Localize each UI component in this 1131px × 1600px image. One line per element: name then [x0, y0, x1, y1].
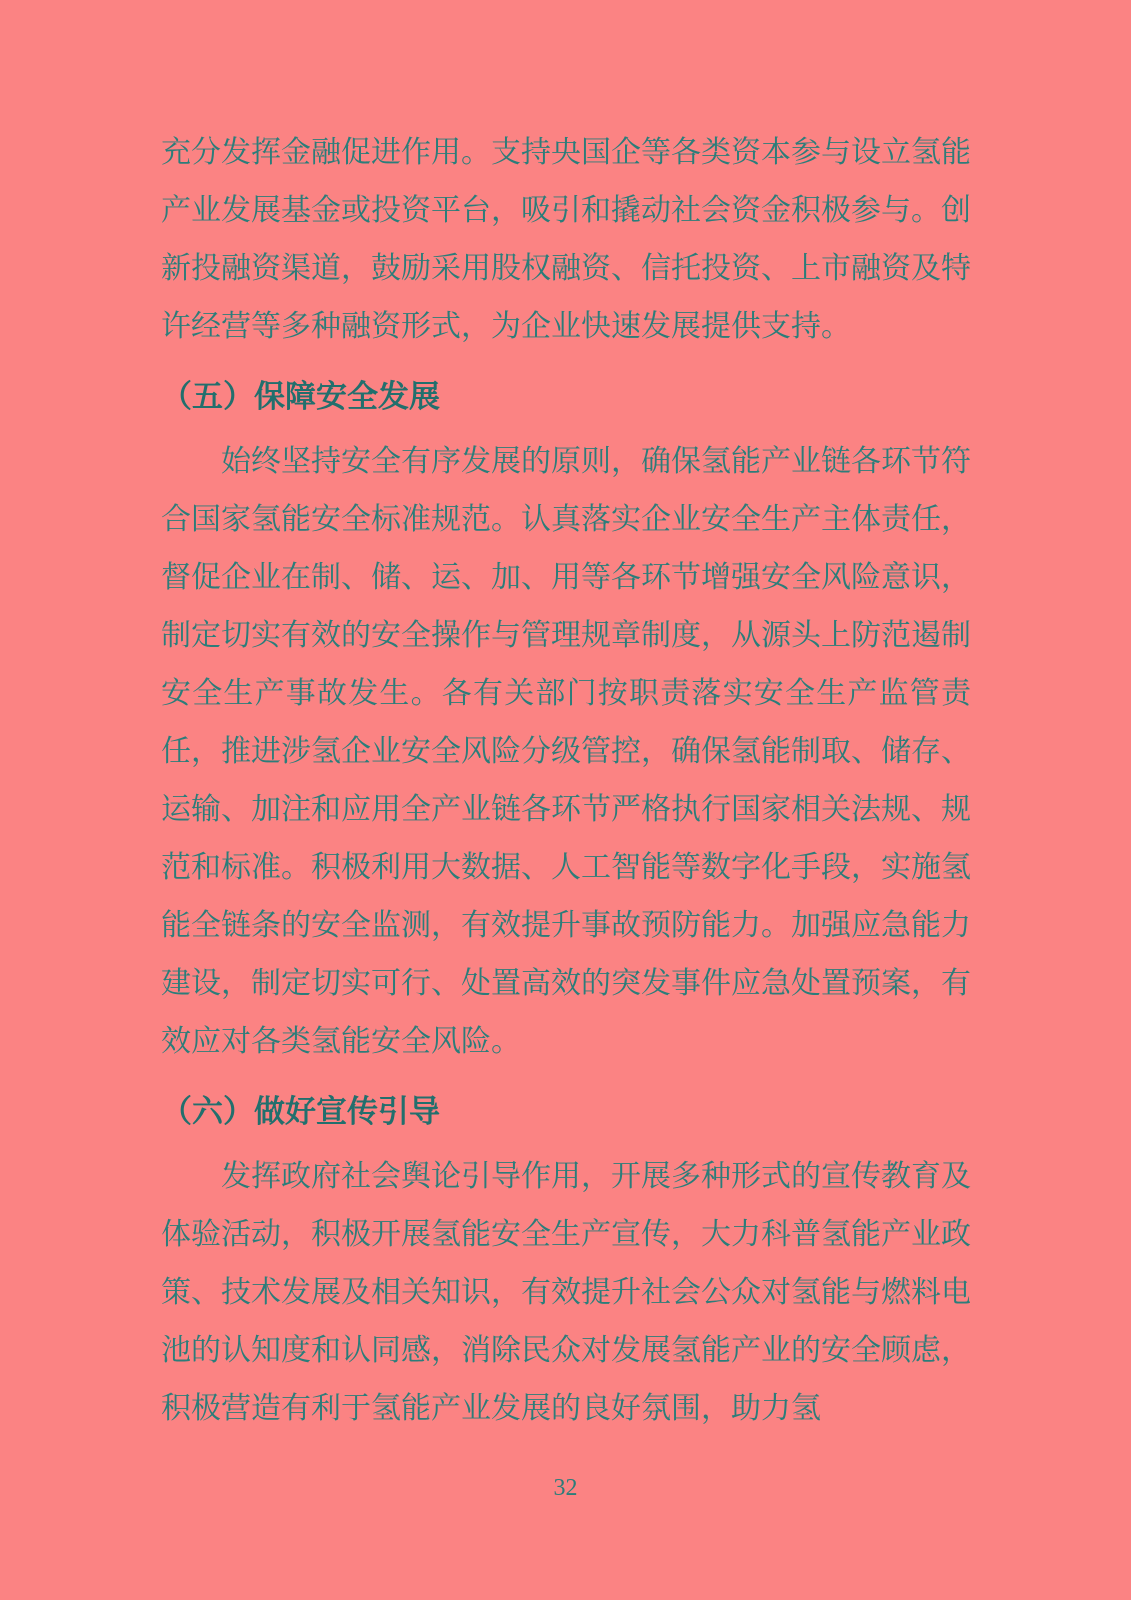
continuation-paragraph: 充分发挥金融促进作用。支持央国企等各类资本参与设立氢能产业发展基金或投资平台，吸引和撬动社会资金积极参与。创新投融资渠道，鼓励采用股权融资、信托投资、上市融资及特许经营等多种融资形式，为企业快速发展提供支持。	[161, 136, 971, 343]
section-5-paragraph: 始终坚持安全有序发展的原则，确保氢能产业链各环节符合国家氢能安全标准规范。认真落实企业安全生产主体责任，督促企业在制、储、运、加、用等各环节增强安全风险意识，制定切实有效的安全操作与管理规章制度，从源头上防范遏制安全生产事故发生。各有关部门按职责落实安全生产监管责任，推进涉氢企业安全风险分级管控，确保氢能制取、储存、运输、加注和应用全产业链各环节严格执行国家相关法规、规范和标准。积极利用大数据、人工智能等数字化手段，实施氢能全链条的安全监测，有效提升事故预防能力。加强应急能力建设，制定切实可行、处置高效的突发事件应急处置预案，有效应对各类氢能安全风险。	[161, 445, 971, 1058]
section-6-paragraph: 发挥政府社会舆论引导作用，开展多种形式的宣传教育及体验活动，积极开展氢能安全生产宣传，大力科普氢能产业政策、技术发展及相关知识，有效提升社会公众对氢能与燃料电池的认知度和认同感，消除民众对发展氢能产业的安全顾虑，积极营造有利于氢能产业发展的良好氛围，助力氢	[161, 1160, 971, 1425]
section-heading-5: （五）保障安全发展	[161, 379, 440, 414]
page-number: 32	[553, 1475, 578, 1501]
section-heading-6: （六）做好宣传引导	[161, 1094, 440, 1129]
page-body	[161, 124, 971, 1438]
